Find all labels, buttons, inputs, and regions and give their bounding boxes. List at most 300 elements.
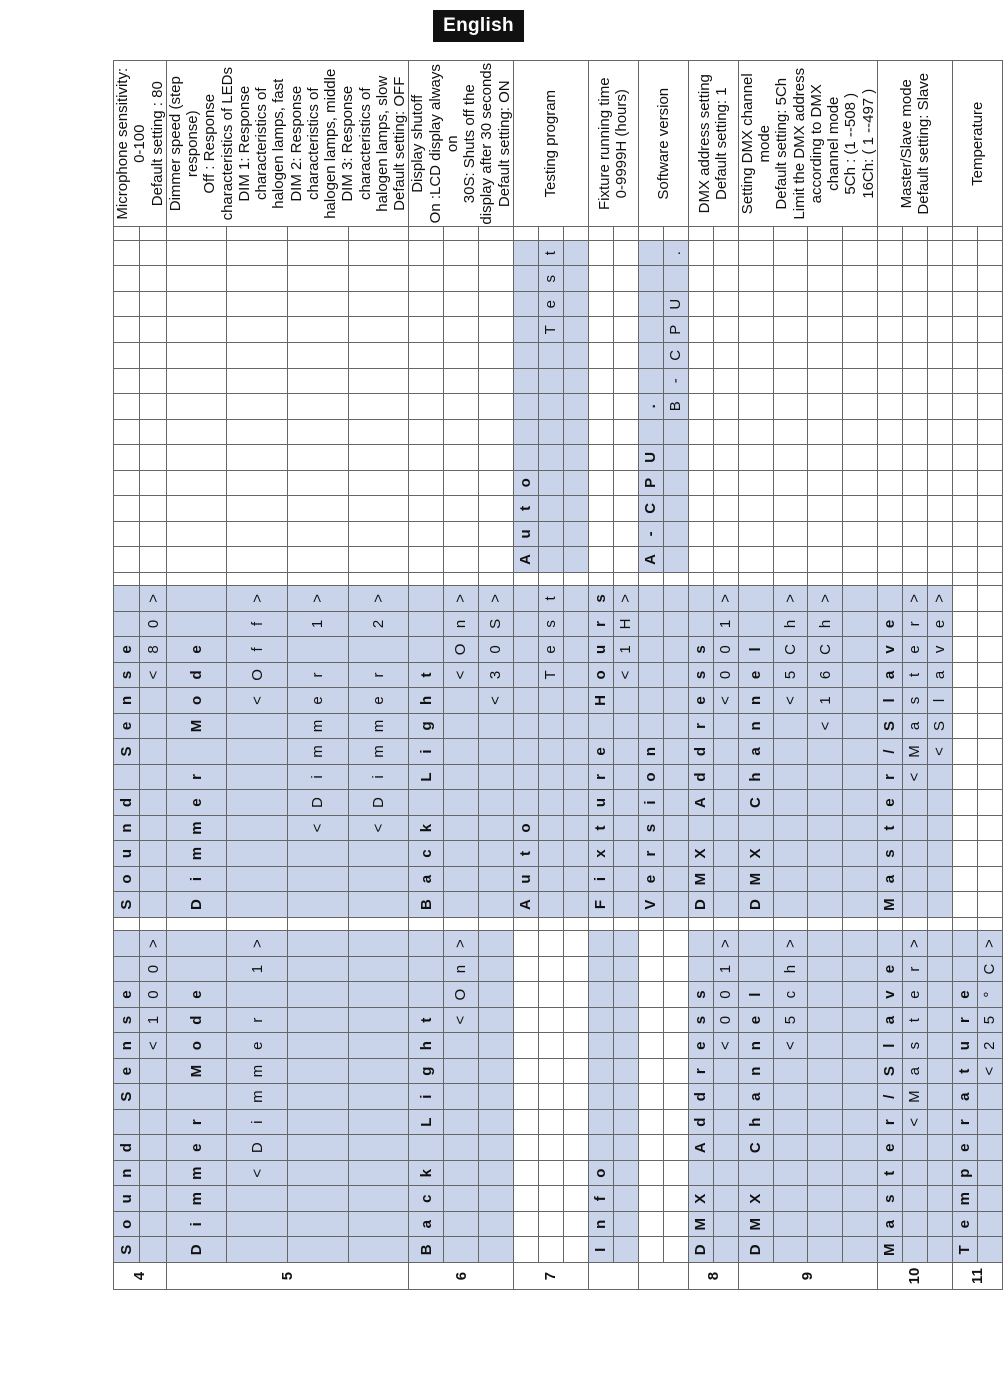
menu-char-cell: > xyxy=(227,586,288,612)
menu-grid-cell xyxy=(663,547,688,573)
menu-char-cell: u xyxy=(114,1186,140,1212)
menu-grid-cell xyxy=(927,343,952,369)
menu-char-cell: r xyxy=(288,662,349,688)
menu-grid-cell xyxy=(348,956,409,982)
menu-grid-cell xyxy=(977,586,1002,612)
menu-grid-cell xyxy=(409,419,444,445)
menu-grid-cell xyxy=(513,1135,538,1161)
menu-grid-cell xyxy=(927,815,952,841)
menu-grid-cell xyxy=(977,343,1002,369)
menu-row xyxy=(348,61,409,1290)
menu-grid-cell xyxy=(773,1211,808,1237)
menu-grid-cell xyxy=(977,611,1002,637)
menu-grid-cell xyxy=(773,547,808,573)
menu-grid-cell xyxy=(588,394,613,420)
menu-char-cell: M xyxy=(877,892,902,918)
menu-char-cell: r xyxy=(902,611,927,637)
menu-grid-cell xyxy=(843,521,878,547)
menu-grid-cell xyxy=(977,1160,1002,1186)
menu-grid-cell xyxy=(538,764,563,790)
menu-grid-cell xyxy=(563,1211,588,1237)
menu-char-cell: a xyxy=(877,1007,902,1033)
description-line: Default setting: Slave xyxy=(914,72,932,215)
menu-grid-cell xyxy=(843,764,878,790)
menu-grid-cell xyxy=(977,419,1002,445)
menu-char-cell: e xyxy=(952,1135,977,1161)
column-gap xyxy=(114,917,140,930)
menu-grid-cell xyxy=(444,368,479,394)
menu-grid-cell xyxy=(444,496,479,522)
menu-char-cell: s xyxy=(902,1033,927,1059)
menu-char-cell: e xyxy=(227,1033,288,1059)
menu-grid-cell xyxy=(114,419,140,445)
menu-grid-cell xyxy=(563,1135,588,1161)
menu-grid-cell xyxy=(588,368,613,394)
menu-grid-cell xyxy=(478,739,513,765)
menu-grid-cell xyxy=(808,982,843,1008)
menu-char-cell: f xyxy=(227,611,288,637)
menu-char-cell: e xyxy=(902,982,927,1008)
menu-grid-cell xyxy=(738,343,773,369)
menu-row xyxy=(613,61,638,1290)
menu-grid-cell xyxy=(563,866,588,892)
menu-grid-cell xyxy=(409,931,444,957)
menu-grid-cell xyxy=(952,764,977,790)
menu-grid-cell xyxy=(613,547,638,573)
menu-char-cell: S xyxy=(927,713,952,739)
menu-grid-cell xyxy=(348,1186,409,1212)
menu-char-cell: m xyxy=(227,1084,288,1110)
menu-grid-cell xyxy=(140,1135,166,1161)
menu-grid-cell xyxy=(638,1237,663,1263)
menu-char-cell: h xyxy=(808,611,843,637)
menu-grid-cell xyxy=(738,394,773,420)
menu-grid-cell xyxy=(843,547,878,573)
menu-grid-cell xyxy=(288,1135,349,1161)
menu-char-cell: m xyxy=(288,739,349,765)
menu-char-cell: S xyxy=(114,1084,140,1110)
menu-grid-cell xyxy=(927,1211,952,1237)
menu-grid-cell xyxy=(843,1211,878,1237)
menu-grid-cell xyxy=(738,240,773,266)
menu-grid-cell xyxy=(227,240,288,266)
column-gap xyxy=(538,227,563,240)
menu-grid-cell xyxy=(444,317,479,343)
menu-grid-cell xyxy=(808,368,843,394)
menu-char-cell: < xyxy=(773,688,808,714)
menu-grid-cell xyxy=(638,368,663,394)
menu-grid-cell xyxy=(478,291,513,317)
menu-grid-cell xyxy=(114,394,140,420)
menu-grid-cell xyxy=(563,1033,588,1059)
menu-grid-cell xyxy=(808,1135,843,1161)
menu-grid-cell xyxy=(663,956,688,982)
menu-grid-cell xyxy=(513,1109,538,1135)
menu-char-cell: < xyxy=(227,1160,288,1186)
menu-row xyxy=(713,61,738,1290)
menu-grid-cell xyxy=(927,1033,952,1059)
menu-char-cell: d xyxy=(688,764,713,790)
menu-char-cell: e xyxy=(952,982,977,1008)
menu-char-cell: m xyxy=(227,1058,288,1084)
menu-char-cell: > xyxy=(773,586,808,612)
menu-grid-cell xyxy=(513,419,538,445)
menu-grid-cell xyxy=(513,956,538,982)
menu-char-cell: r xyxy=(638,841,663,867)
menu-grid-cell xyxy=(613,1007,638,1033)
menu-grid-cell xyxy=(773,419,808,445)
menu-grid-cell xyxy=(808,240,843,266)
menu-grid-cell xyxy=(348,521,409,547)
menu-grid-cell xyxy=(140,739,166,765)
menu-grid-cell xyxy=(902,470,927,496)
menu-grid-cell xyxy=(713,445,738,471)
menu-grid-cell xyxy=(843,637,878,663)
menu-grid-cell xyxy=(843,317,878,343)
menu-grid-cell xyxy=(773,470,808,496)
menu-grid-cell xyxy=(613,688,638,714)
menu-grid-cell xyxy=(444,688,479,714)
menu-char-cell: M xyxy=(688,1211,713,1237)
menu-grid-cell xyxy=(348,291,409,317)
menu-char-cell: a xyxy=(902,1058,927,1084)
menu-char-cell: d xyxy=(688,1084,713,1110)
menu-grid-cell xyxy=(444,764,479,790)
menu-grid-cell xyxy=(563,368,588,394)
menu-grid-cell xyxy=(713,1237,738,1263)
menu-grid-cell xyxy=(409,368,444,394)
menu-char-cell: l xyxy=(877,688,902,714)
column-gap xyxy=(140,572,166,585)
menu-grid-cell xyxy=(738,586,773,612)
menu-grid-cell xyxy=(613,739,638,765)
menu-char-cell: v xyxy=(877,637,902,663)
menu-char-cell: > xyxy=(140,586,166,612)
menu-grid-cell xyxy=(478,866,513,892)
menu-char-cell: e xyxy=(166,637,227,663)
menu-char-cell xyxy=(688,815,713,841)
menu-char-cell: A xyxy=(688,790,713,816)
menu-char-cell: r xyxy=(688,713,713,739)
menu-char-cell: < xyxy=(927,739,952,765)
menu-char-cell: s xyxy=(902,688,927,714)
menu-grid-cell xyxy=(227,1237,288,1263)
menu-grid-cell xyxy=(688,266,713,292)
menu-grid-cell xyxy=(808,394,843,420)
menu-grid-cell xyxy=(563,713,588,739)
menu-char-cell: > xyxy=(927,586,952,612)
menu-grid-cell xyxy=(663,1135,688,1161)
menu-grid-cell xyxy=(927,547,952,573)
menu-char-cell: m xyxy=(348,739,409,765)
menu-grid-cell xyxy=(773,343,808,369)
menu-row xyxy=(952,61,977,1290)
menu-char-cell: L xyxy=(409,764,444,790)
description-line: 5Ch : (1 --508 ) xyxy=(842,92,860,195)
menu-grid-cell xyxy=(538,521,563,547)
menu-grid-cell xyxy=(444,1237,479,1263)
menu-grid-cell xyxy=(713,1160,738,1186)
menu-grid-cell xyxy=(843,662,878,688)
menu-grid-cell xyxy=(114,368,140,394)
menu-grid-cell xyxy=(952,739,977,765)
column-gap xyxy=(952,572,977,585)
menu-char-cell: t xyxy=(877,1160,902,1186)
menu-grid-cell xyxy=(478,266,513,292)
menu-grid-cell xyxy=(563,764,588,790)
menu-char-cell: < xyxy=(444,1007,479,1033)
menu-grid-cell xyxy=(663,1058,688,1084)
menu-grid-cell xyxy=(409,982,444,1008)
menu-grid-cell xyxy=(773,739,808,765)
menu-grid-cell xyxy=(688,394,713,420)
menu-grid-cell xyxy=(663,521,688,547)
menu-grid-cell xyxy=(444,1109,479,1135)
menu-grid-cell xyxy=(638,291,663,317)
menu-char-cell: S xyxy=(478,611,513,637)
menu-grid-cell xyxy=(927,521,952,547)
menu-grid-cell xyxy=(348,1160,409,1186)
menu-char-cell: D xyxy=(166,892,227,918)
menu-grid-cell xyxy=(773,266,808,292)
menu-grid-cell xyxy=(348,470,409,496)
menu-grid-cell xyxy=(444,291,479,317)
menu-grid-cell xyxy=(952,445,977,471)
menu-char-cell: n xyxy=(738,1058,773,1084)
menu-char-cell: h xyxy=(738,1109,773,1135)
menu-grid-cell xyxy=(348,343,409,369)
menu-grid-cell xyxy=(538,790,563,816)
menu-char-cell xyxy=(288,637,349,663)
menu-char-cell: > xyxy=(977,931,1002,957)
column-gap xyxy=(409,227,444,240)
menu-grid-cell xyxy=(588,240,613,266)
menu-char-cell: r xyxy=(688,1058,713,1084)
menu-char-cell: e xyxy=(166,982,227,1008)
menu-grid-cell xyxy=(613,1160,638,1186)
menu-grid-cell xyxy=(140,713,166,739)
menu-grid-cell xyxy=(227,445,288,471)
menu-char-cell: D xyxy=(166,1237,227,1263)
menu-item-description xyxy=(952,61,1002,227)
menu-grid-cell xyxy=(538,445,563,471)
menu-char-cell: m xyxy=(952,1186,977,1212)
menu-char-cell: I xyxy=(588,1237,613,1263)
menu-grid-cell xyxy=(952,815,977,841)
menu-grid-cell xyxy=(773,1135,808,1161)
menu-row xyxy=(843,61,878,1290)
menu-grid-cell xyxy=(952,662,977,688)
menu-grid-cell xyxy=(927,1237,952,1263)
menu-grid-cell xyxy=(773,1058,808,1084)
menu-char-cell: X xyxy=(688,1186,713,1212)
menu-grid-cell xyxy=(513,1084,538,1110)
menu-grid-cell xyxy=(478,1237,513,1263)
menu-grid-cell xyxy=(588,1058,613,1084)
menu-char-cell: s xyxy=(114,1007,140,1033)
menu-grid-cell xyxy=(444,790,479,816)
menu-grid-cell xyxy=(808,1007,843,1033)
menu-grid-cell xyxy=(843,1033,878,1059)
menu-grid-cell xyxy=(952,496,977,522)
menu-grid-cell xyxy=(513,688,538,714)
menu-grid-cell xyxy=(613,982,638,1008)
menu-grid-cell xyxy=(613,521,638,547)
menu-char-cell: T xyxy=(538,662,563,688)
menu-grid-cell xyxy=(663,1109,688,1135)
menu-grid-cell xyxy=(538,547,563,573)
menu-grid-cell xyxy=(588,1033,613,1059)
menu-char-cell: k xyxy=(409,1160,444,1186)
menu-char-cell: i xyxy=(638,790,663,816)
menu-grid-cell xyxy=(773,1160,808,1186)
menu-char-cell: r xyxy=(877,764,902,790)
menu-grid-cell xyxy=(140,547,166,573)
column-gap xyxy=(513,572,538,585)
menu-grid-cell xyxy=(288,956,349,982)
menu-grid-cell xyxy=(227,790,288,816)
menu-char-cell: s xyxy=(877,841,902,867)
menu-grid-cell xyxy=(952,956,977,982)
menu-grid-cell xyxy=(927,790,952,816)
menu-grid-cell xyxy=(977,841,1002,867)
menu-grid-cell xyxy=(227,866,288,892)
menu-grid-cell xyxy=(952,611,977,637)
menu-grid-cell xyxy=(713,470,738,496)
menu-grid-cell xyxy=(713,343,738,369)
menu-char-cell: e xyxy=(348,688,409,714)
menu-grid-cell xyxy=(409,637,444,663)
menu-char-cell: h xyxy=(773,956,808,982)
menu-char-cell: i xyxy=(166,1211,227,1237)
menu-grid-cell xyxy=(902,368,927,394)
menu-grid-cell xyxy=(538,815,563,841)
menu-char-cell: > xyxy=(902,931,927,957)
menu-char-cell: B xyxy=(409,892,444,918)
menu-char-cell xyxy=(348,637,409,663)
menu-char-cell: > xyxy=(444,931,479,957)
menu-grid-cell xyxy=(663,688,688,714)
menu-grid-cell xyxy=(977,713,1002,739)
menu-grid-cell xyxy=(114,956,140,982)
menu-grid-cell xyxy=(773,815,808,841)
menu-grid-cell xyxy=(140,1109,166,1135)
menu-grid-cell xyxy=(977,790,1002,816)
description-line: Fixture running time xyxy=(596,77,613,211)
menu-grid-cell xyxy=(444,815,479,841)
menu-char-cell: s xyxy=(877,1186,902,1212)
menu-grid-cell xyxy=(140,1237,166,1263)
menu-char-cell: a xyxy=(877,866,902,892)
menu-char-cell: n xyxy=(444,611,479,637)
menu-char-cell: A xyxy=(513,547,538,573)
menu-grid-cell xyxy=(808,892,843,918)
menu-grid-cell xyxy=(638,317,663,343)
menu-char-cell: C xyxy=(977,956,1002,982)
menu-grid-cell xyxy=(227,496,288,522)
menu-char-cell xyxy=(588,713,613,739)
column-gap xyxy=(478,572,513,585)
menu-grid-cell xyxy=(713,1058,738,1084)
menu-row xyxy=(227,61,288,1290)
menu-grid-cell xyxy=(738,470,773,496)
menu-grid-cell xyxy=(773,1084,808,1110)
menu-grid-cell xyxy=(140,266,166,292)
menu-char-cell: M xyxy=(902,1084,927,1110)
menu-grid-cell xyxy=(348,1058,409,1084)
menu-grid-cell xyxy=(902,1237,927,1263)
menu-char-cell: o xyxy=(114,866,140,892)
column-gap xyxy=(588,917,613,930)
menu-grid-cell xyxy=(843,982,878,1008)
menu-grid-cell xyxy=(288,445,349,471)
menu-grid-cell xyxy=(713,1084,738,1110)
menu-grid-cell xyxy=(713,790,738,816)
menu-grid-cell xyxy=(688,470,713,496)
menu-grid-cell xyxy=(348,1084,409,1110)
menu-grid-cell xyxy=(563,739,588,765)
menu-grid-cell xyxy=(738,317,773,343)
menu-grid-cell xyxy=(738,445,773,471)
menu-grid-cell xyxy=(877,586,902,612)
menu-grid-cell xyxy=(843,240,878,266)
menu-grid-cell xyxy=(478,1007,513,1033)
menu-item-number: 5 xyxy=(166,1263,409,1290)
menu-grid-cell xyxy=(902,317,927,343)
menu-grid-cell xyxy=(638,1186,663,1212)
menu-char-cell: m xyxy=(166,815,227,841)
description-line: Default setting: 1 xyxy=(713,87,731,201)
menu-grid-cell xyxy=(227,317,288,343)
menu-grid-cell xyxy=(409,394,444,420)
description-line: Default setting : 80 xyxy=(148,81,166,207)
menu-char-cell: > xyxy=(288,586,349,612)
menu-char-cell: t xyxy=(902,1007,927,1033)
menu-grid-cell xyxy=(140,1058,166,1084)
menu-grid-cell xyxy=(713,547,738,573)
column-gap xyxy=(638,227,663,240)
menu-grid-cell xyxy=(288,1211,349,1237)
menu-grid-cell xyxy=(843,1160,878,1186)
menu-char-cell xyxy=(227,982,288,1008)
menu-char-cell: X xyxy=(738,841,773,867)
menu-row xyxy=(288,61,349,1290)
menu-grid-cell xyxy=(663,1211,688,1237)
menu-item-description xyxy=(588,61,638,227)
menu-grid-cell xyxy=(843,1007,878,1033)
menu-grid-cell xyxy=(927,291,952,317)
menu-char-cell: g xyxy=(409,1058,444,1084)
menu-grid-cell xyxy=(478,790,513,816)
menu-grid-cell xyxy=(977,688,1002,714)
menu-char-cell: C xyxy=(663,343,688,369)
menu-grid-cell xyxy=(927,1186,952,1212)
menu-char-cell: B xyxy=(663,394,688,420)
menu-char-cell: s xyxy=(688,637,713,663)
column-gap xyxy=(288,227,349,240)
menu-grid-cell xyxy=(409,343,444,369)
column-gap xyxy=(227,572,288,585)
menu-char-cell: < xyxy=(902,764,927,790)
menu-grid-cell xyxy=(773,1237,808,1263)
menu-grid-cell xyxy=(902,291,927,317)
column-gap xyxy=(588,227,613,240)
menu-grid-cell xyxy=(478,394,513,420)
menu-char-cell: T xyxy=(952,1237,977,1263)
menu-grid-cell xyxy=(478,764,513,790)
menu-grid-cell xyxy=(613,1135,638,1161)
menu-grid-cell xyxy=(927,764,952,790)
